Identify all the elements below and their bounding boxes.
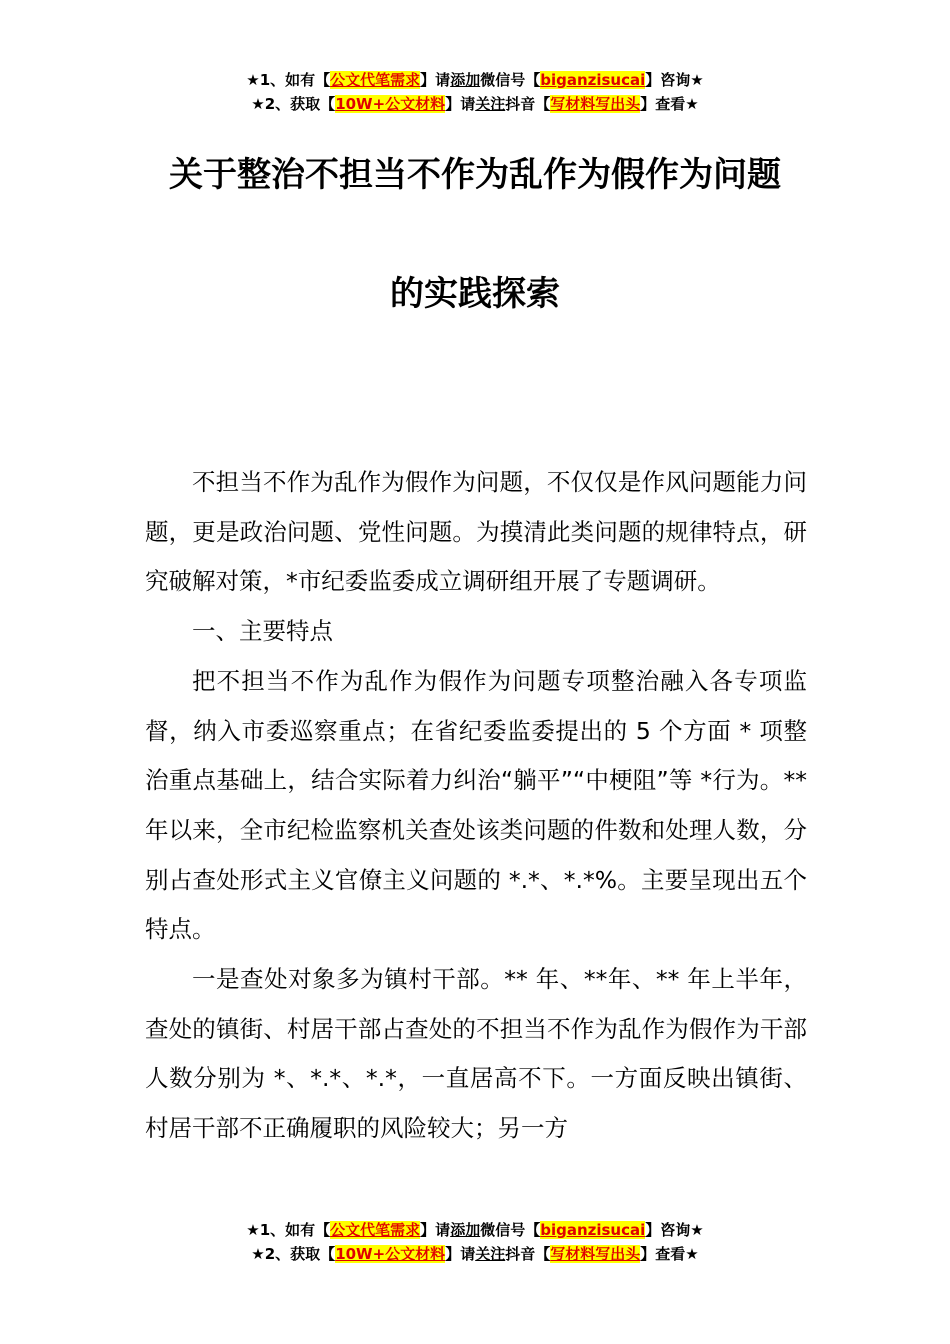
promo-text: ★2、获取【 xyxy=(251,95,336,113)
promo-underlined-text: 添加 xyxy=(450,1221,481,1239)
promo-text: 微信号【 xyxy=(480,1221,541,1239)
paragraph: 一是查处对象多为镇村干部。** 年、**年、** 年上半年，查处的镇街、村居干部占查处的不担当不作为乱作为假作为干部人数分别为 *、*.*、*.*，一直居高不下。一方面反映出镇街、村居干部不正确履职的风险较大；另一方 xyxy=(145,965,807,1143)
promo-highlight: 公文代笔需求 xyxy=(330,71,421,89)
promo-text: 抖音【 xyxy=(505,95,551,113)
document-title-line-1: 关于整治不担当不作为乱作为假作为问题 xyxy=(169,155,781,195)
promo-text: 微信号【 xyxy=(480,71,541,89)
promo-highlight: biganzisucai xyxy=(540,1221,646,1239)
promo-banner-bottom xyxy=(0,1218,950,1266)
promo-text: 】请 xyxy=(420,1221,451,1239)
promo-text: 抖音【 xyxy=(505,1245,551,1263)
promo-highlight: 10W+公文材料 xyxy=(335,95,446,113)
promo-text: 】请 xyxy=(420,71,451,89)
promo-highlight: 写材料写出头 xyxy=(550,1245,641,1263)
promo-underlined-text: 添加 xyxy=(450,71,481,89)
promo-highlight: 写材料写出头 xyxy=(550,95,641,113)
promo-line-2 xyxy=(0,1242,950,1266)
promo-text: 】咨询★ xyxy=(645,71,704,89)
promo-text: 】咨询★ xyxy=(645,1221,704,1239)
promo-line-2 xyxy=(0,92,950,116)
paragraph-intro: 不担当不作为乱作为假作为问题，不仅仅是作风问题能力问题，更是政治问题、党性问题。为摸清此类问题的规律特点，研究破解对策，*市纪委监委成立调研组开展了专题调研。 xyxy=(145,468,807,596)
promo-underlined-text: 关注 xyxy=(475,1245,506,1263)
promo-highlight: 公文代笔需求 xyxy=(330,1221,421,1239)
section-heading: 一、主要特点 xyxy=(192,617,333,646)
document-body xyxy=(145,458,807,1154)
promo-line-1 xyxy=(0,1218,950,1242)
document-title-line-2: 的实践探索 xyxy=(390,274,560,314)
promo-text: 】查看★ xyxy=(640,1245,699,1263)
promo-underlined-text: 关注 xyxy=(475,95,506,113)
promo-line-1 xyxy=(0,68,950,92)
promo-text: ★1、如有【 xyxy=(246,71,331,89)
paragraph: 把不担当不作为乱作为假作为问题专项整治融入各专项监督，纳入市委巡察重点；在省纪委监委提出的 5 个方面 * 项整治重点基础上，结合实际着力纠治“躺平”“中梗阻”等 *行为。** 年以来，全市纪检监察机关查处该类问题的件数和处理人数，分别占查处形式主义官僚主义问题的 *.*、*.*%。主要呈现出五个特点。 xyxy=(145,666,807,944)
promo-text: 】请 xyxy=(445,1245,476,1263)
promo-text: 】请 xyxy=(445,95,476,113)
promo-text: ★1、如有【 xyxy=(246,1221,331,1239)
promo-highlight: 10W+公文材料 xyxy=(335,1245,446,1263)
promo-text: 】查看★ xyxy=(640,95,699,113)
promo-banner-top xyxy=(0,68,950,116)
promo-highlight: biganzisucai xyxy=(540,71,646,89)
promo-text: ★2、获取【 xyxy=(251,1245,336,1263)
